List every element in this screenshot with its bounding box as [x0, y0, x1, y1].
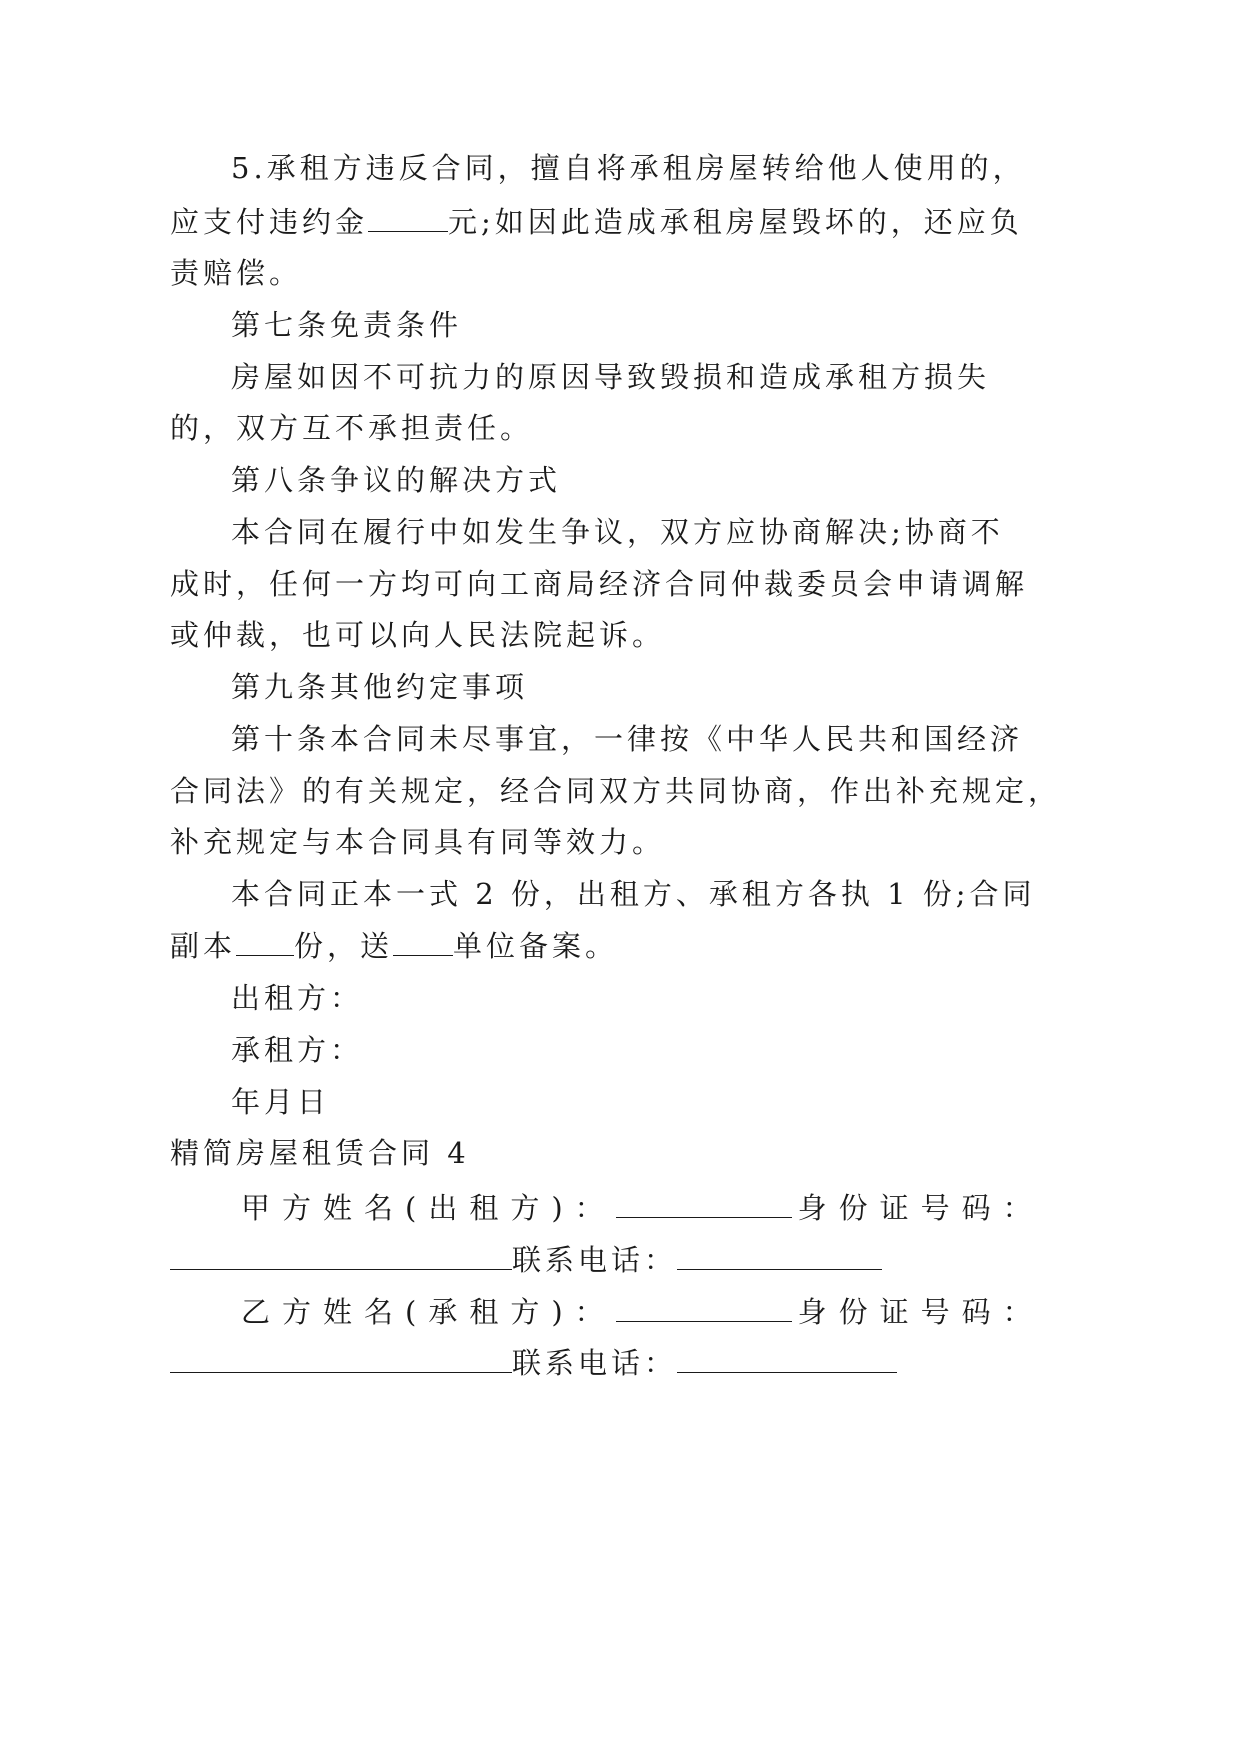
- party-a-phone-blank: [677, 1243, 882, 1270]
- party-b-row-2: [170, 1343, 897, 1383]
- penalty-amount-blank: [368, 205, 448, 232]
- clause-5-line-2: [170, 202, 1023, 242]
- section-title: 精简房屋租赁合同 4: [170, 1136, 470, 1170]
- lessor-signature-label: 出租方：: [231, 981, 364, 1015]
- copies-text-b: 份，送: [294, 929, 394, 963]
- party-a-name-blank: [616, 1191, 792, 1218]
- article-10-line-1: 第十条本合同未尽事宜，一律按《中华人民共和国经济: [231, 722, 1024, 756]
- copy-count-blank: [236, 929, 294, 956]
- party-a-id-blank: [170, 1243, 512, 1270]
- article-8-line-3: 或仲裁，也可以向人民法院起诉。: [170, 618, 666, 652]
- clause-5-text-a: 应支付违约金: [170, 205, 369, 239]
- copies-line-2: [170, 926, 618, 966]
- party-a-row-2: [170, 1240, 882, 1280]
- lessee-signature-label: 承租方：: [231, 1033, 364, 1067]
- party-b-row-1: [241, 1292, 1044, 1332]
- party-b-name-label: 乙方姓名(承租方)：: [241, 1295, 616, 1329]
- clause-5-line-3: 责赔偿。: [170, 256, 303, 290]
- copies-line-1: 本合同正本一式 2 份，出租方、承租方各执 1 份;合同: [231, 877, 1036, 911]
- filing-unit-blank: [393, 929, 453, 956]
- clause-5-line-1: 5.承租方违反合同，擅自将承租房屋转给他人使用的，: [231, 151, 1026, 185]
- article-7-line-2: 的，双方互不承担责任。: [170, 411, 534, 445]
- article-7-line-1: 房屋如因不可抗力的原因导致毁损和造成承租方损失: [231, 360, 991, 394]
- article-9-title: 第九条其他约定事项: [231, 670, 529, 704]
- copies-text-c: 单位备案。: [453, 929, 619, 963]
- date-label: 年月日: [231, 1085, 331, 1119]
- copies-text-a: 副本: [170, 929, 237, 963]
- article-8-title: 第八条争议的解决方式: [231, 463, 562, 497]
- party-b-id-label: 身份证号码：: [797, 1295, 1044, 1329]
- party-b-name-blank: [616, 1295, 792, 1322]
- party-b-phone-blank: [677, 1346, 897, 1373]
- article-7-title: 第七条免责条件: [231, 308, 463, 342]
- party-a-phone-label: 联系电话：: [512, 1243, 678, 1277]
- article-10-line-2: 合同法》的有关规定，经合同双方共同协商，作出补充规定，: [170, 774, 1062, 808]
- article-8-line-2: 成时，任何一方均可向工商局经济合同仲裁委员会申请调解: [170, 567, 1029, 601]
- party-b-phone-label: 联系电话：: [512, 1346, 678, 1380]
- party-b-id-blank: [170, 1346, 512, 1373]
- party-a-id-label: 身份证号码：: [797, 1191, 1044, 1225]
- party-a-row-1: [241, 1188, 1044, 1228]
- party-a-name-label: 甲方姓名(出租方)：: [241, 1191, 616, 1225]
- clause-5-text-b: 元;如因此造成承租房屋毁坏的，还应负: [448, 205, 1023, 239]
- article-10-line-3: 补充规定与本合同具有同等效力。: [170, 825, 666, 859]
- article-8-line-1: 本合同在履行中如发生争议，双方应协商解决;协商不: [231, 515, 1004, 549]
